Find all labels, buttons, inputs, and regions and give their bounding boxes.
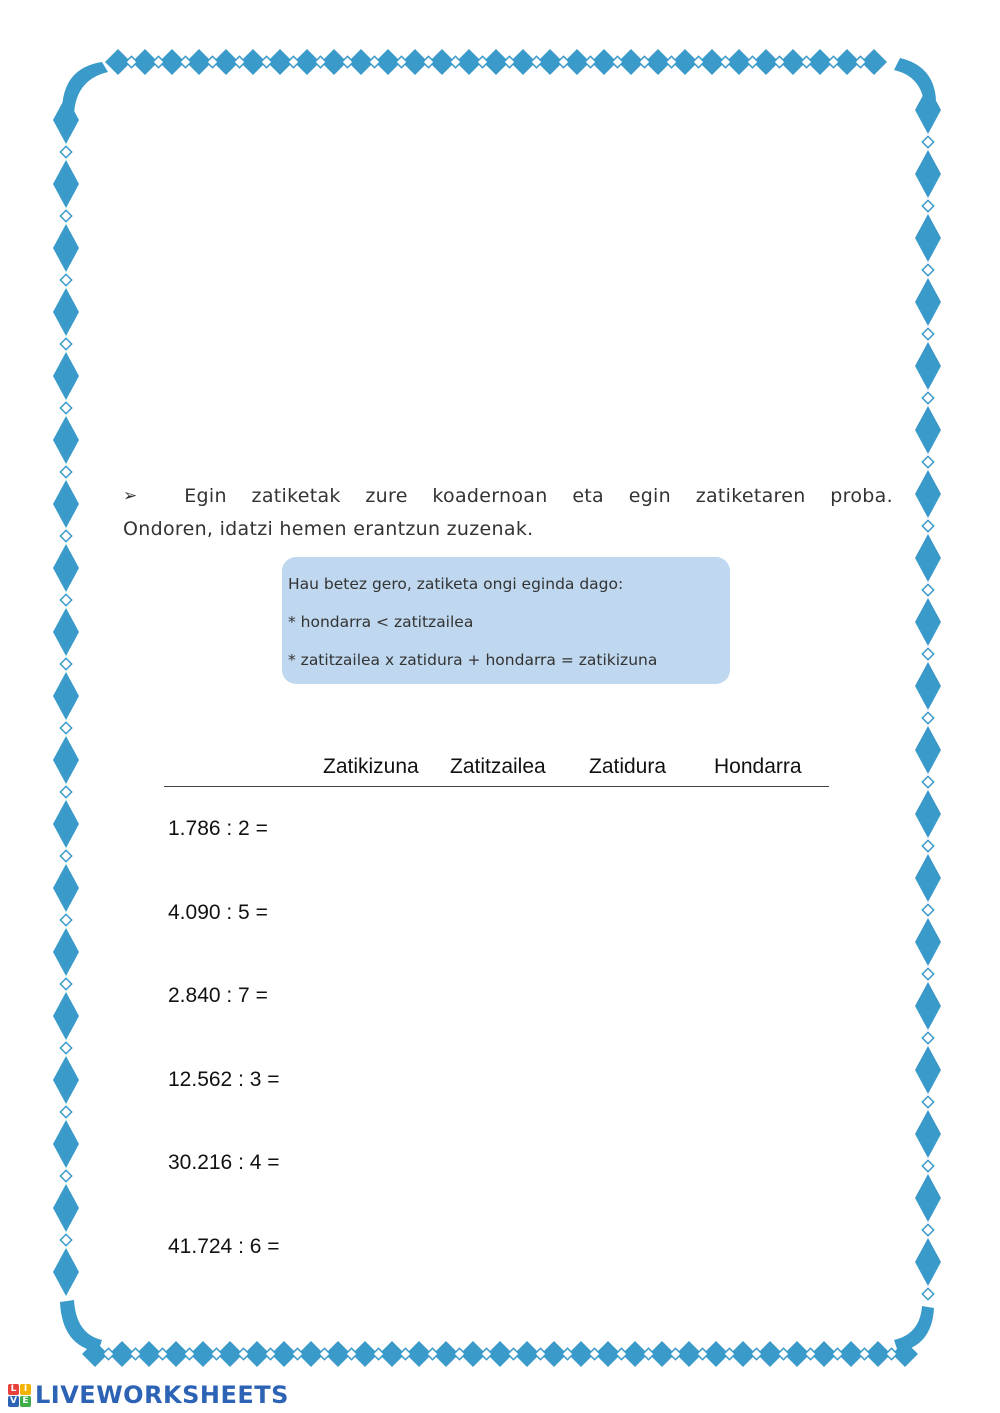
border-small-diamond [481, 1348, 492, 1359]
division-problem: 4.090 : 5 = [168, 901, 268, 924]
border-small-diamond [60, 274, 71, 285]
border-small-diamond [693, 56, 704, 67]
border-small-diamond [832, 1348, 843, 1359]
border-diamond [53, 928, 79, 976]
division-problem: 30.216 : 4 = [168, 1151, 280, 1174]
header-hondarra: Hondarra [714, 755, 802, 778]
border-diamond [915, 1046, 941, 1094]
border-small-diamond [342, 56, 353, 67]
header-zatidura: Zatidura [589, 755, 667, 778]
border-diamond [915, 214, 941, 262]
border-small-diamond [922, 648, 933, 659]
border-small-diamond [60, 146, 71, 157]
border-small-diamond [238, 1348, 249, 1359]
border-small-diamond [697, 1348, 708, 1359]
border-small-diamond [922, 392, 933, 403]
border-corner-curl [894, 1306, 934, 1352]
border-small-diamond [639, 56, 650, 67]
border-diamond [915, 662, 941, 710]
border-small-diamond [60, 914, 71, 925]
border-small-diamond [922, 1032, 933, 1043]
border-diamond [53, 544, 79, 592]
logo-text: LIVEWORKSHEETS [35, 1381, 289, 1409]
border-small-diamond [450, 56, 461, 67]
border-small-diamond [922, 584, 933, 595]
border-diamond [915, 406, 941, 454]
instruction-word: zatiketak [251, 485, 341, 507]
border-small-diamond [666, 56, 677, 67]
border-small-diamond [922, 712, 933, 723]
hint-rule-1: * hondarra < zatitzailea [288, 613, 474, 631]
instruction-word: Egin [184, 485, 227, 507]
border-small-diamond [589, 1348, 600, 1359]
border-diamond [915, 918, 941, 966]
border-small-diamond [288, 56, 299, 67]
header-zatitzailea: Zatitzailea [450, 755, 546, 778]
border-diamond [53, 1056, 79, 1104]
border-small-diamond [643, 1348, 654, 1359]
division-problem: 2.840 : 7 = [168, 984, 268, 1007]
border-diamond [53, 1248, 79, 1296]
border-small-diamond [922, 136, 933, 147]
border-small-diamond [396, 56, 407, 67]
border-small-diamond [153, 56, 164, 67]
border-small-diamond [504, 56, 515, 67]
border-small-diamond [535, 1348, 546, 1359]
border-diamond [53, 480, 79, 528]
border-diamond [915, 470, 941, 518]
border-small-diamond [751, 1348, 762, 1359]
border-small-diamond [60, 1234, 71, 1245]
border-small-diamond [855, 56, 866, 67]
border-diamond [915, 342, 941, 390]
header-zatikizuna: Zatikizuna [323, 755, 419, 778]
border-small-diamond [60, 530, 71, 541]
border-small-diamond [724, 1348, 735, 1359]
border-diamond [53, 160, 79, 208]
border-small-diamond [373, 1348, 384, 1359]
border-diamond [915, 982, 941, 1030]
border-small-diamond [319, 1348, 330, 1359]
border-small-diamond [261, 56, 272, 67]
border-small-diamond [922, 456, 933, 467]
border-small-diamond [60, 210, 71, 221]
border-diamond [53, 1120, 79, 1168]
hint-rule-2: * zatitzailea x zatidura + hondarra = zatikizuna [288, 651, 658, 669]
border-small-diamond [60, 1170, 71, 1181]
border-small-diamond [315, 56, 326, 67]
border-small-diamond [922, 264, 933, 275]
border-small-diamond [60, 594, 71, 605]
border-small-diamond [558, 56, 569, 67]
border-small-diamond [60, 1106, 71, 1117]
border-small-diamond [922, 904, 933, 915]
border-diamond [915, 790, 941, 838]
border-diamond [53, 672, 79, 720]
border-diamond [53, 288, 79, 336]
border-small-diamond [828, 56, 839, 67]
border-small-diamond [60, 722, 71, 733]
border-small-diamond [886, 1348, 897, 1359]
instruction-word: zure [365, 485, 408, 507]
border-small-diamond [612, 56, 623, 67]
border-diamond [53, 416, 79, 464]
border-small-diamond [778, 1348, 789, 1359]
border-diamond [915, 1238, 941, 1286]
border-diamond [53, 800, 79, 848]
border-small-diamond [670, 1348, 681, 1359]
border-diamond [53, 352, 79, 400]
border-small-diamond [585, 56, 596, 67]
border-small-diamond [423, 56, 434, 67]
border-small-diamond [922, 1288, 933, 1299]
border-small-diamond [922, 968, 933, 979]
instruction-word: koadernoan [432, 485, 548, 507]
border-small-diamond [60, 658, 71, 669]
border-diamond [53, 608, 79, 656]
hint-box [282, 557, 730, 684]
border-small-diamond [180, 56, 191, 67]
border-small-diamond [922, 200, 933, 211]
border-diamond [53, 224, 79, 272]
border-corner-curl [894, 58, 936, 102]
border-diamond [915, 1110, 941, 1158]
border-corner-curl [60, 1300, 102, 1352]
border-small-diamond [60, 850, 71, 861]
instruction-word: proba. [830, 485, 893, 507]
border-diamond [915, 150, 941, 198]
border-small-diamond [720, 56, 731, 67]
instruction-text [123, 480, 893, 546]
border-small-diamond [454, 1348, 465, 1359]
border-small-diamond [126, 56, 137, 67]
border-diamond [915, 598, 941, 646]
border-diamond [915, 278, 941, 326]
border-small-diamond [184, 1348, 195, 1359]
border-small-diamond [427, 1348, 438, 1359]
border-small-diamond [346, 1348, 357, 1359]
border-small-diamond [60, 466, 71, 477]
border-diamond [53, 864, 79, 912]
hint-title: Hau betez gero, zatiketa ongi eginda dago: [288, 575, 624, 593]
instruction-line-2: Ondoren, idatzi hemen erantzun zuzenak. [123, 518, 534, 540]
arrow-bullet-icon: ➢ [123, 486, 138, 506]
table-header [0, 755, 1000, 781]
border-diamond [915, 854, 941, 902]
border-small-diamond [616, 1348, 627, 1359]
border-small-diamond [211, 1348, 222, 1359]
border-small-diamond [207, 56, 218, 67]
border-small-diamond [60, 1042, 71, 1053]
border-small-diamond [562, 1348, 573, 1359]
border-small-diamond [477, 56, 488, 67]
border-small-diamond [531, 56, 542, 67]
border-small-diamond [234, 56, 245, 67]
border-small-diamond [60, 402, 71, 413]
header-divider [164, 786, 829, 787]
border-small-diamond [747, 56, 758, 67]
border-small-diamond [400, 1348, 411, 1359]
border-small-diamond [922, 1096, 933, 1107]
border-corner-curl [62, 62, 108, 118]
border-small-diamond [922, 1160, 933, 1171]
division-problem: 1.786 : 2 = [168, 817, 268, 840]
border-small-diamond [805, 1348, 816, 1359]
border-small-diamond [922, 520, 933, 531]
border-small-diamond [292, 1348, 303, 1359]
logo-mark-icon: L I V E [8, 1384, 31, 1407]
border-small-diamond [859, 1348, 870, 1359]
instruction-word: egin [628, 485, 671, 507]
border-small-diamond [922, 1224, 933, 1235]
border-diamond [53, 992, 79, 1040]
border-small-diamond [60, 338, 71, 349]
border-diamond [915, 534, 941, 582]
border-diamond [915, 1174, 941, 1222]
border-small-diamond [60, 786, 71, 797]
border-small-diamond [130, 1348, 141, 1359]
border-small-diamond [801, 56, 812, 67]
border-small-diamond [157, 1348, 168, 1359]
instruction-word: eta [572, 485, 604, 507]
border-small-diamond [508, 1348, 519, 1359]
border-small-diamond [103, 1348, 114, 1359]
instruction-word: zatiketaren [695, 485, 806, 507]
border-small-diamond [774, 56, 785, 67]
division-problem: 41.724 : 6 = [168, 1235, 280, 1258]
border-small-diamond [60, 978, 71, 989]
liveworksheets-logo[interactable] [8, 1380, 289, 1410]
division-problem: 12.562 : 3 = [168, 1068, 280, 1091]
border-small-diamond [265, 1348, 276, 1359]
border-small-diamond [922, 840, 933, 851]
border-diamond [53, 1184, 79, 1232]
border-small-diamond [922, 328, 933, 339]
border-small-diamond [369, 56, 380, 67]
